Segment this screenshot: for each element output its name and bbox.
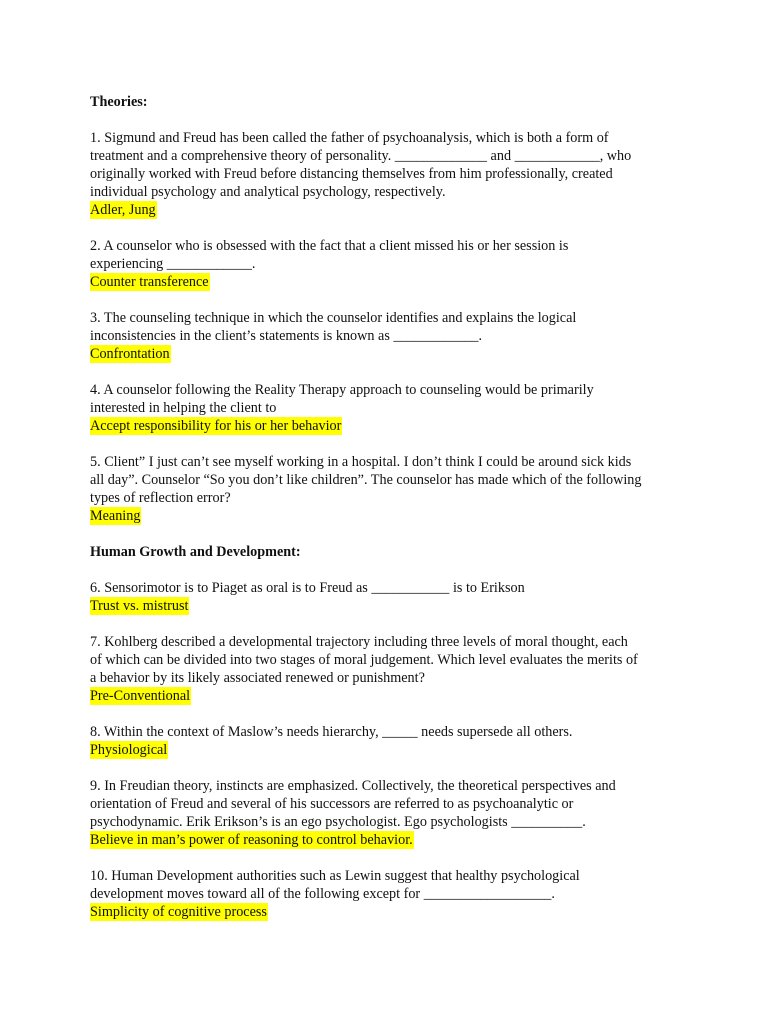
question-text-line: 2. A counselor who is obsessed with the fact that a client missed his or her session is [90,238,569,254]
question-text-line: individual psychology and analytical psychology, respectively. [90,184,446,200]
question-8 [90,723,690,759]
question-text-line: 7. Kohlberg described a developmental trajectory including three levels of moral thought, each [90,634,628,650]
question-text-line: 8. Within the context of Maslow’s needs hierarchy, _____ needs supersede all others. [90,724,573,740]
question-9 [90,777,690,849]
answer-highlight: Meaning [90,508,141,524]
question-text-line: 4. A counselor following the Reality Therapy approach to counseling would be primarily [90,382,594,398]
question-text-line: a behavior by its likely associated renewed or punishment? [90,670,425,686]
question-text-line: interested in helping the client to [90,400,277,416]
question-text-line: experiencing ____________. [90,256,256,272]
section-heading-theories: Theories: [90,94,148,110]
question-text-line: originally worked with Freud before distancing themselves from him professionally, created [90,166,613,182]
question-text-line: 6. Sensorimotor is to Piaget as oral is to Freud as ___________ is to Erikson [90,580,525,596]
answer-highlight: Trust vs. mistrust [90,598,189,614]
question-4 [90,381,690,435]
answer-highlight: Accept responsibility for his or her behavior [90,418,342,434]
question-7 [90,633,690,705]
question-text-line: 1. Sigmund and Freud has been called the father of psychoanalysis, which is both a form of [90,130,609,146]
answer-highlight: Simplicity of cognitive process [90,904,267,920]
document-page [90,93,690,921]
question-text-line: inconsistencies in the client’s statements is known as ____________. [90,328,483,344]
answer-highlight: Believe in man’s power of reasoning to control behavior. [90,832,413,848]
question-text-line: 10. Human Development authorities such as Lewin suggest that healthy psychological [90,868,580,884]
question-text-line: treatment and a comprehensive theory of personality. _____________ and ____________, who [90,148,632,164]
question-3 [90,309,690,363]
question-1 [90,129,690,219]
question-text-line: all day”. Counselor “So you don’t like children”. The counselor has made which of the following [90,472,642,488]
question-text-line: orientation of Freud and several of his successors are referred to as psychoanalytic or [90,796,574,812]
question-5 [90,453,690,525]
question-10 [90,867,690,921]
question-text-line: development moves toward all of the following except for __________________. [90,886,555,902]
answer-highlight: Counter transference [90,274,209,290]
question-text-line: of which can be divided into two stages of moral judgement. Which level evaluates the merits of [90,652,638,668]
question-text-line: 3. The counseling technique in which the counselor identifies and explains the logical [90,310,577,326]
section-heading-human-growth: Human Growth and Development: [90,544,301,560]
answer-highlight: Confrontation [90,346,170,362]
answer-highlight: Physiological [90,742,168,758]
answer-highlight: Pre-Conventional [90,688,191,704]
question-text-line: 5. Client” I just can’t see myself working in a hospital. I don’t think I could be around sick kids [90,454,632,470]
answer-highlight: Adler, Jung [90,202,156,218]
question-text-line: psychodynamic. Erik Erikson’s is an ego psychologist. Ego psychologists __________. [90,814,586,830]
question-text-line: 9. In Freudian theory, instincts are emphasized. Collectively, the theoretical perspectives and [90,778,616,794]
question-2 [90,237,690,291]
question-text-line: types of reflection error? [90,490,231,506]
question-6 [90,579,690,615]
